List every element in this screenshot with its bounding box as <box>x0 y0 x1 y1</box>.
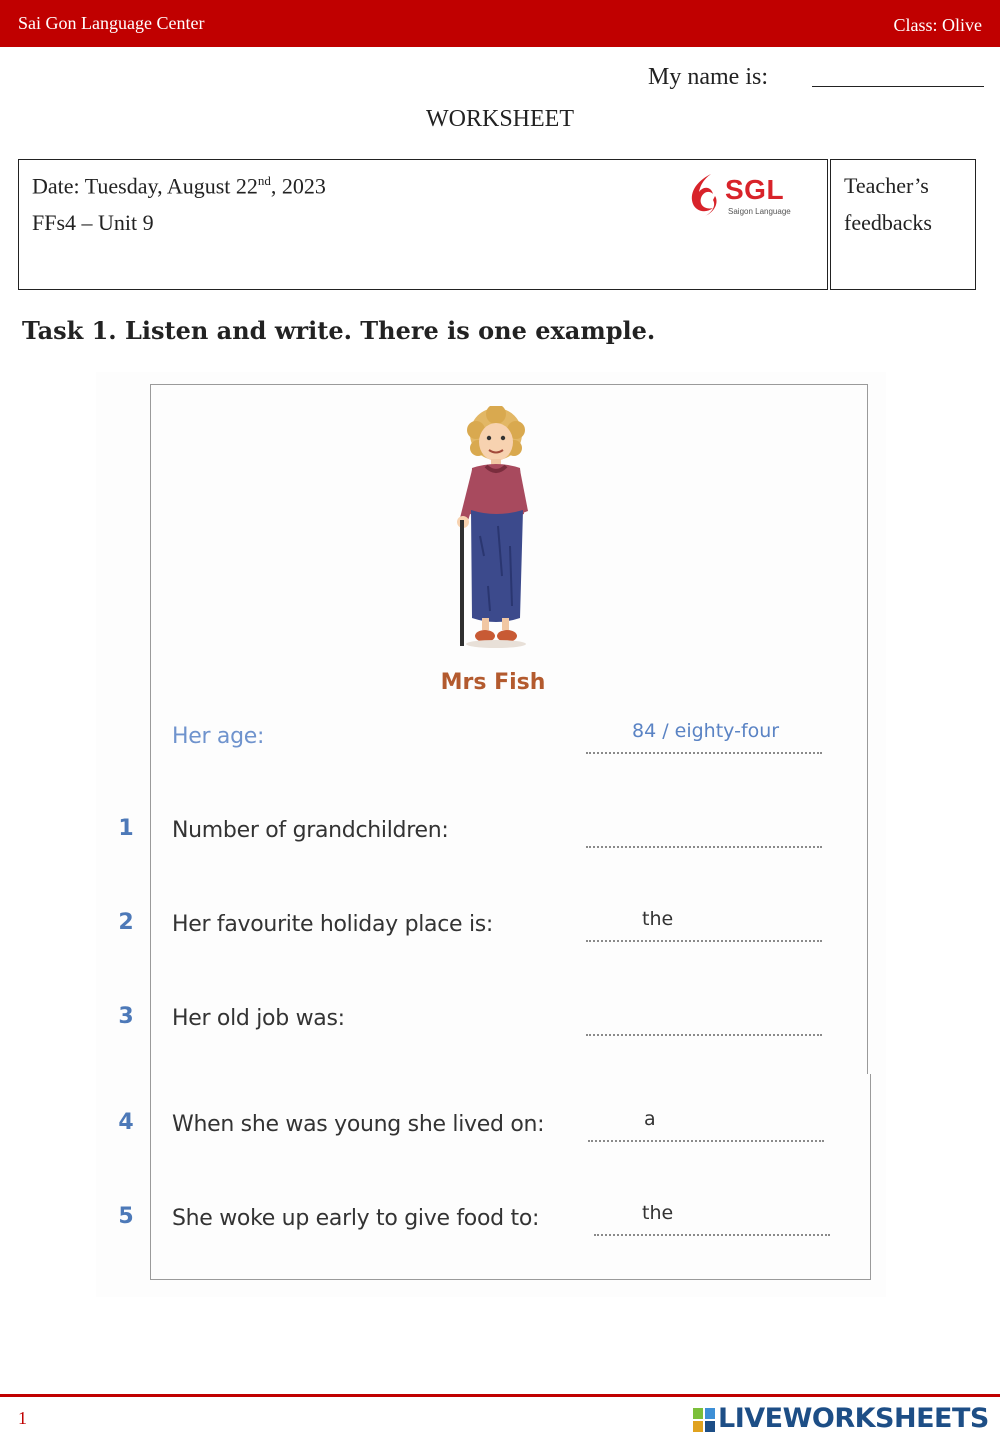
sgl-logo <box>685 170 795 220</box>
question-number: 4 <box>118 1110 134 1135</box>
answer-prefill: a <box>644 1108 656 1130</box>
answer-prefill: the <box>642 908 674 930</box>
date-line <box>32 173 326 199</box>
name-prompt: My name is: <box>648 64 768 90</box>
question-number: 2 <box>118 910 134 935</box>
example-answer-field <box>586 720 822 754</box>
question-row-2 <box>96 908 886 948</box>
answer-input-1[interactable] <box>586 814 822 848</box>
question-row-1 <box>96 814 886 854</box>
exercise-panel <box>96 372 886 1297</box>
question-number: 5 <box>118 1204 134 1229</box>
page-number: 1 <box>18 1408 27 1428</box>
sgl-swirl-icon <box>685 172 723 218</box>
answer-prefill: the <box>642 1202 674 1224</box>
question-row-4 <box>96 1108 886 1148</box>
character-name: Mrs Fish <box>440 670 546 695</box>
liveworksheets-brand: LIVEWORKSHEETS <box>718 1403 989 1434</box>
example-row <box>96 720 886 760</box>
feedback-label-line1: Teacher’s <box>844 173 929 198</box>
sgl-logo-text: SGL <box>725 174 785 205</box>
feedback-label-line2: feedbacks <box>844 210 932 235</box>
question-number: 3 <box>118 1004 134 1029</box>
unit-line: FFs4 – Unit 9 <box>32 210 154 235</box>
example-answer: 84 / eighty-four <box>632 720 780 742</box>
worksheet-title: WORKSHEET <box>426 106 574 132</box>
question-text: When she was young she lived on: <box>172 1112 545 1137</box>
liveworksheets-grid-icon <box>693 1408 715 1432</box>
date-suffix: nd <box>257 173 271 188</box>
question-number: 1 <box>118 816 134 841</box>
question-text: Number of grandchildren: <box>172 818 449 843</box>
exercise-frame-bottom <box>150 1074 871 1280</box>
mrs-fish-illustration <box>448 406 538 656</box>
question-row-3 <box>96 1002 886 1042</box>
feedback-box <box>830 159 976 290</box>
answer-input-4[interactable] <box>588 1108 824 1142</box>
question-text: Her favourite holiday place is: <box>172 912 494 937</box>
task-title: Task 1. Listen and write. There is one example. <box>22 316 656 345</box>
date-year: , 2023 <box>270 173 326 199</box>
question-text: Her old job was: <box>172 1006 345 1031</box>
liveworksheets-logo <box>693 1403 993 1437</box>
question-row-5 <box>96 1202 886 1242</box>
example-question: Her age: <box>172 724 265 749</box>
header-bar <box>0 0 1000 47</box>
center-name: Sai Gon Language Center <box>18 13 205 33</box>
footer-divider <box>0 1394 1000 1397</box>
date-prefix: Date: Tuesday, August 22 <box>32 173 258 199</box>
answer-input-3[interactable] <box>586 1002 822 1036</box>
name-input-line[interactable] <box>812 86 984 87</box>
question-text: She woke up early to give food to: <box>172 1206 540 1231</box>
answer-input-2[interactable] <box>586 908 822 942</box>
sgl-logo-subtext: Saigon Language <box>728 207 791 216</box>
class-label: Class: Olive <box>893 15 982 35</box>
info-box <box>18 159 828 290</box>
answer-input-5[interactable] <box>594 1202 830 1236</box>
